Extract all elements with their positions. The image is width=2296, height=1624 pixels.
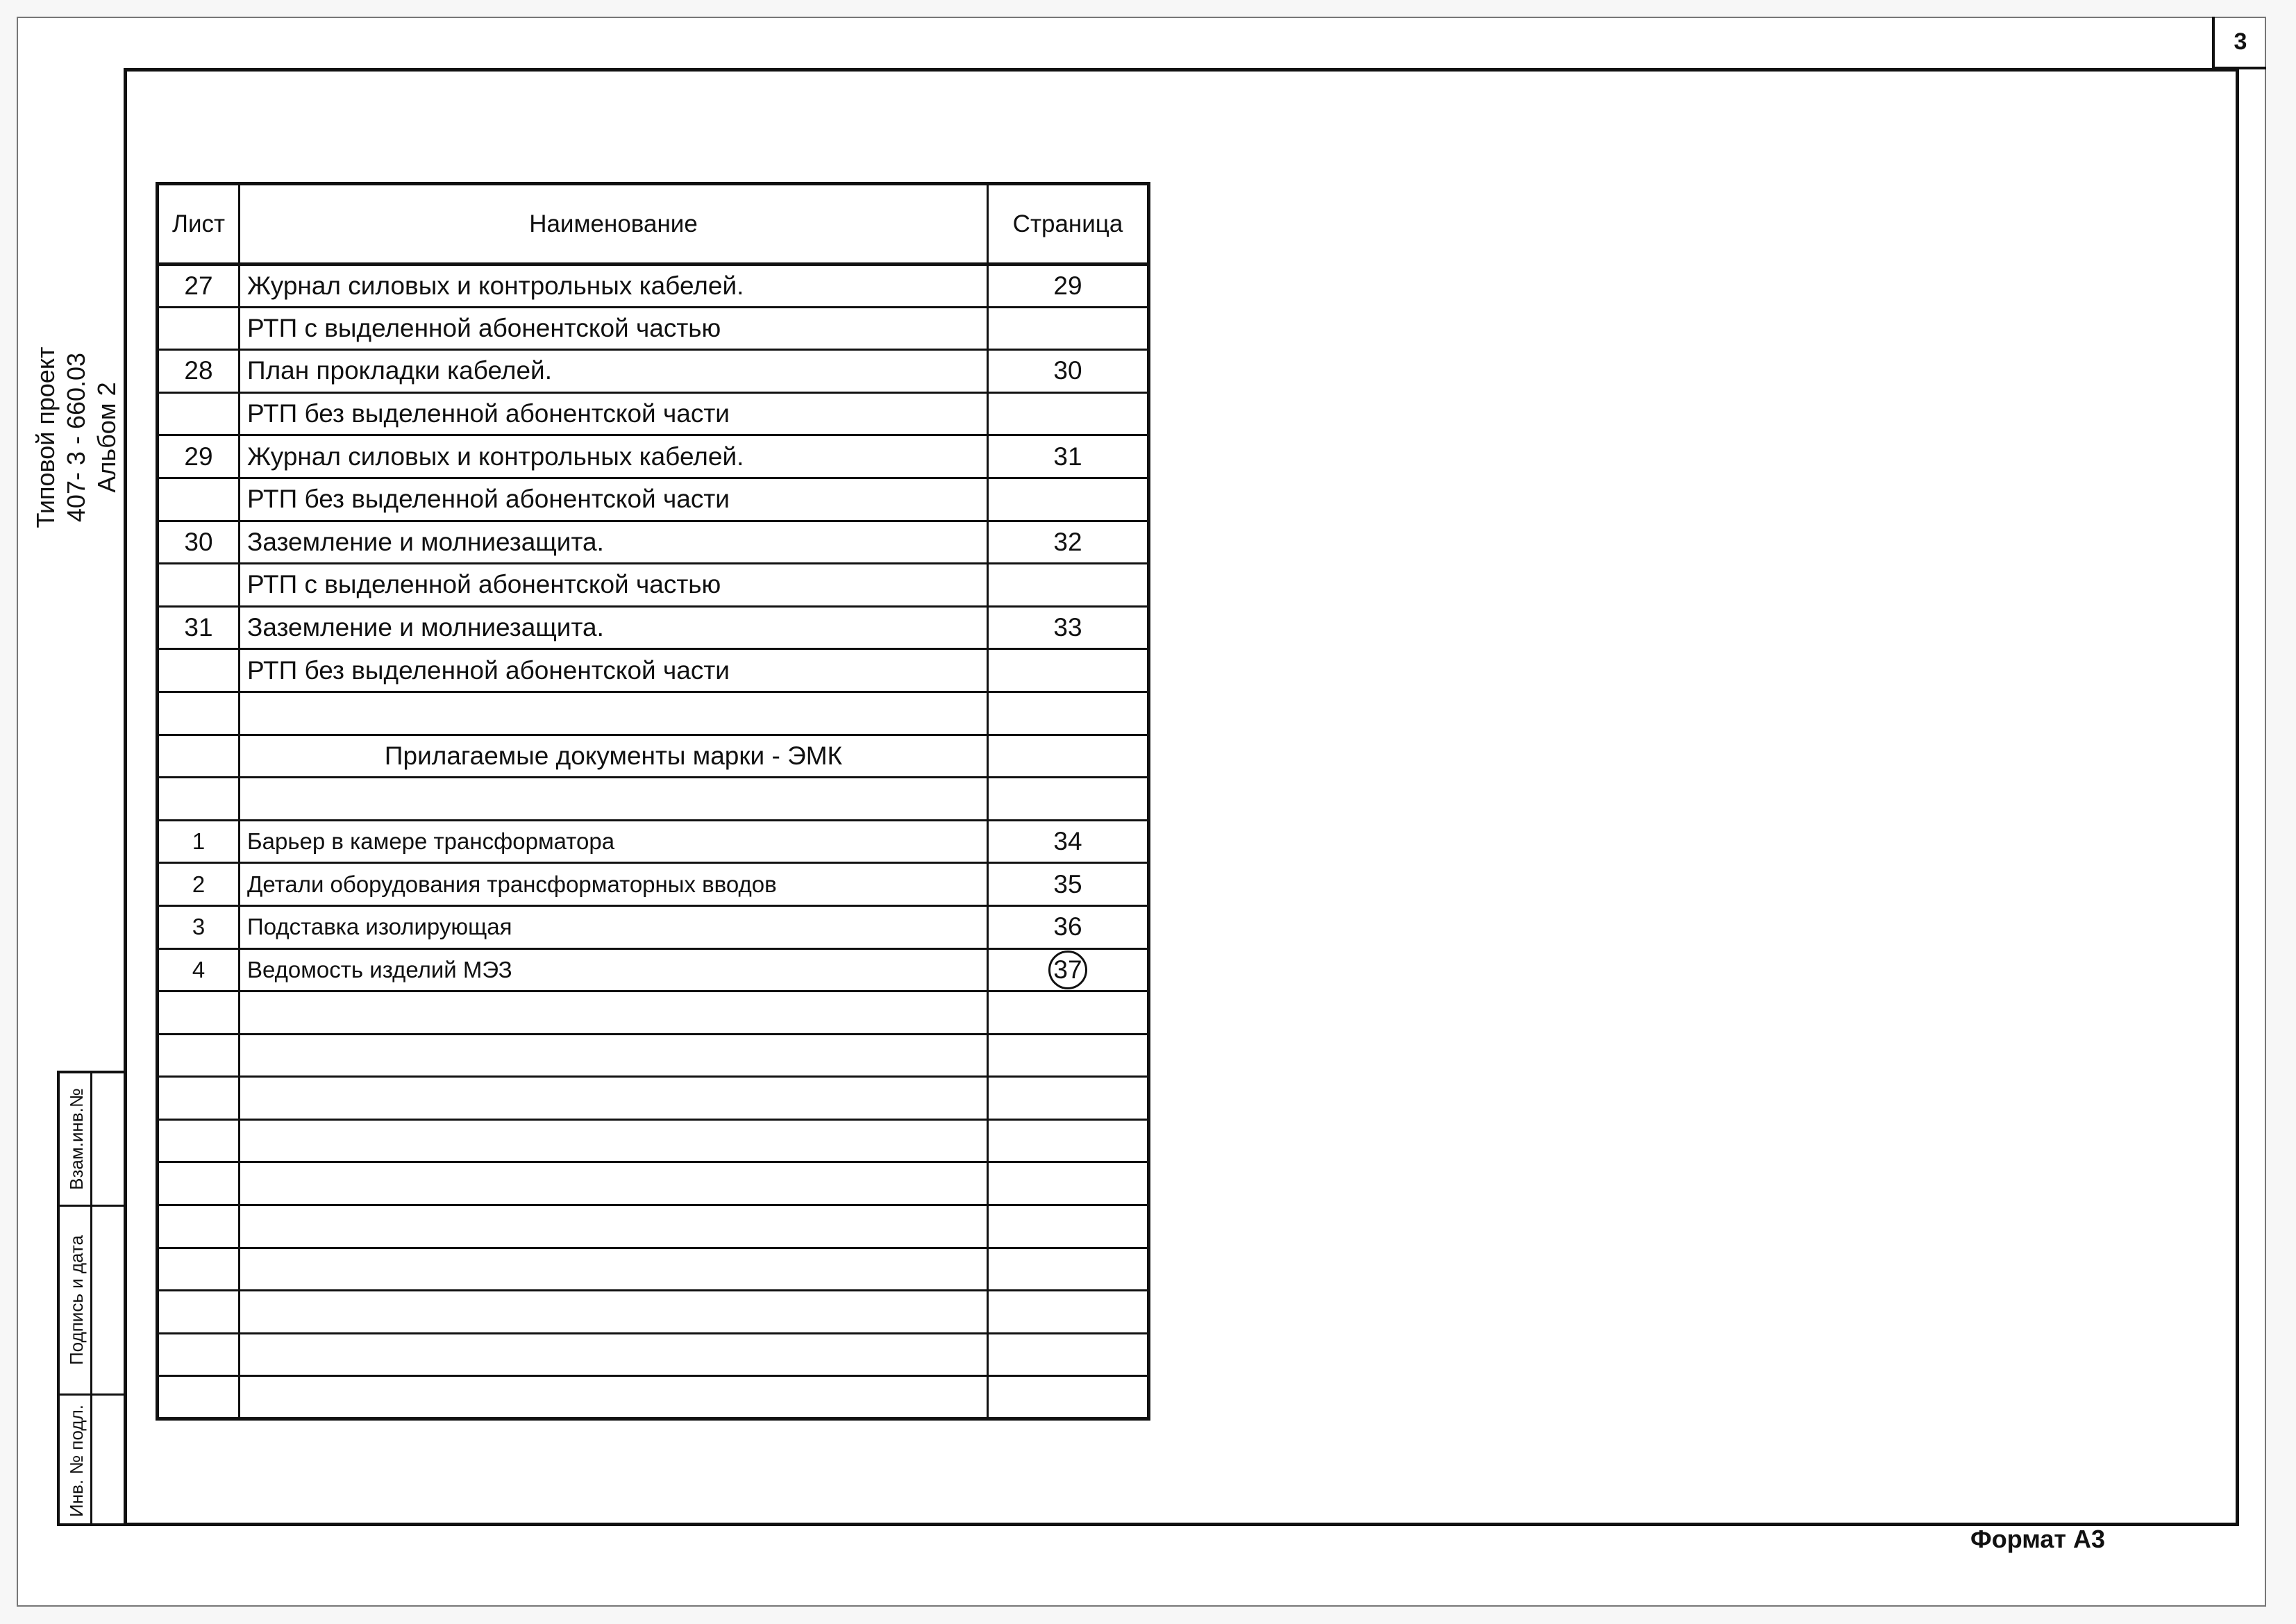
table-row — [158, 435, 1149, 478]
cell-name — [240, 1376, 988, 1419]
cell-page — [988, 392, 1149, 435]
table-row — [158, 478, 1149, 521]
cell-sheet — [158, 649, 240, 692]
cell-page: 34 — [988, 820, 1149, 863]
cell-sheet — [158, 778, 240, 821]
cell-name: Ведомость изделий МЭЗ — [240, 948, 988, 991]
cell-sheet — [158, 735, 240, 778]
cell-name: План прокладки кабелей. — [240, 350, 988, 393]
cell-page — [988, 1034, 1149, 1077]
header-page: Страница — [988, 184, 1149, 265]
cell-name — [240, 1077, 988, 1120]
cell-page: 32 — [988, 521, 1149, 564]
page-number: 3 — [2212, 17, 2266, 69]
cell-page — [988, 478, 1149, 521]
table-row — [158, 1248, 1149, 1291]
format-label: Формат А3 — [1970, 1525, 2106, 1553]
table-row — [158, 1034, 1149, 1077]
cell-page — [988, 948, 1149, 991]
cell-name — [240, 991, 988, 1035]
table-row — [158, 991, 1149, 1035]
cell-sheet: 4 — [158, 948, 240, 991]
table-row — [158, 521, 1149, 564]
table-row — [158, 1119, 1149, 1162]
cell-sheet: 2 — [158, 863, 240, 906]
cell-sheet — [158, 1077, 240, 1120]
cell-sheet — [158, 1376, 240, 1419]
table-row — [158, 905, 1149, 948]
cell-page — [988, 307, 1149, 350]
cell-name: Подставка изолирующая — [240, 905, 988, 948]
cell-sheet — [158, 307, 240, 350]
table-row — [158, 778, 1149, 821]
cell-name: Заземление и молниезащита. — [240, 606, 988, 649]
table-row — [158, 649, 1149, 692]
cell-page: 30 — [988, 350, 1149, 393]
cell-name: РТП без выделенной абонентской части — [240, 649, 988, 692]
cell-sheet — [158, 1162, 240, 1205]
stamp-cell-vzam: Взам.инв.№ — [60, 1073, 124, 1207]
cell-name: РТП без выделенной абонентской части — [240, 478, 988, 521]
cell-name: Барьер в камере трансформатора — [240, 820, 988, 863]
cell-sheet — [158, 1034, 240, 1077]
cell-sheet: 29 — [158, 435, 240, 478]
stamp-cell-podpis: Подпись и дата — [60, 1207, 124, 1396]
stamp-cell-inv: Инв. № подл. — [66, 1405, 87, 1517]
cell-sheet: 31 — [158, 606, 240, 649]
cell-name — [240, 1034, 988, 1077]
cell-sheet — [158, 1291, 240, 1334]
cell-page: 29 — [988, 265, 1149, 308]
cell-page — [988, 1248, 1149, 1291]
table-row — [158, 265, 1149, 308]
cell-page — [988, 1077, 1149, 1120]
cell-sheet — [158, 1333, 240, 1376]
project-type-label: Типовой проект — [31, 346, 60, 528]
cell-sheet — [158, 392, 240, 435]
cell-name: РТП с выделенной абонентской частью — [240, 307, 988, 350]
cell-sheet — [158, 1248, 240, 1291]
cell-page — [988, 1205, 1149, 1248]
cell-sheet: 28 — [158, 350, 240, 393]
table-row — [158, 1376, 1149, 1419]
cell-name: Журнал силовых и контрольных кабелей. — [240, 435, 988, 478]
table-row — [158, 1333, 1149, 1376]
cell-page — [988, 1333, 1149, 1376]
cell-page — [988, 1291, 1149, 1334]
cell-sheet — [158, 478, 240, 521]
cell-page — [988, 564, 1149, 607]
cell-sheet — [158, 1119, 240, 1162]
cell-name — [240, 1205, 988, 1248]
table-row — [158, 350, 1149, 393]
circled-page-number: 37 — [1048, 951, 1087, 989]
contents-table — [156, 182, 1150, 1421]
table-row — [158, 1077, 1149, 1120]
cell-page: 36 — [988, 905, 1149, 948]
table-row — [158, 564, 1149, 607]
header-name: Наименование — [240, 184, 988, 265]
cell-page: 35 — [988, 863, 1149, 906]
cell-page — [988, 1119, 1149, 1162]
cell-page — [988, 1162, 1149, 1205]
table-row — [158, 392, 1149, 435]
cell-name — [240, 1291, 988, 1334]
table-row — [158, 1162, 1149, 1205]
table-row — [158, 307, 1149, 350]
cell-name: Детали оборудования трансформаторных вводов — [240, 863, 988, 906]
project-side-title — [31, 326, 128, 549]
cell-page — [988, 649, 1149, 692]
cell-sheet — [158, 564, 240, 607]
table-row — [158, 863, 1149, 906]
cell-sheet — [158, 692, 240, 735]
cell-name — [240, 1119, 988, 1162]
cell-page — [988, 692, 1149, 735]
cell-sheet: 30 — [158, 521, 240, 564]
cell-sheet: 3 — [158, 905, 240, 948]
cell-sheet — [158, 991, 240, 1035]
table-row — [158, 692, 1149, 735]
table-row — [158, 948, 1149, 991]
cell-name — [240, 778, 988, 821]
cell-name — [240, 692, 988, 735]
cell-name: Прилагаемые документы марки - ЭМК — [240, 735, 988, 778]
table-row — [158, 735, 1149, 778]
cell-name: РТП без выделенной абонентской части — [240, 392, 988, 435]
cell-page — [988, 778, 1149, 821]
table-row — [158, 1291, 1149, 1334]
cell-name: РТП с выделенной абонентской частью — [240, 564, 988, 607]
cell-sheet: 1 — [158, 820, 240, 863]
header-sheet: Лист — [158, 184, 240, 265]
cell-name — [240, 1248, 988, 1291]
cell-name — [240, 1162, 988, 1205]
cell-sheet: 27 — [158, 265, 240, 308]
cell-name — [240, 1333, 988, 1376]
cell-page — [988, 1376, 1149, 1419]
album-label: Альбом 2 — [92, 382, 121, 493]
cell-page — [988, 735, 1149, 778]
table-row — [158, 1205, 1149, 1248]
table-row — [158, 820, 1149, 863]
cell-page — [988, 991, 1149, 1035]
project-code: 407- 3 - 660.03 — [62, 352, 90, 523]
cell-name: Заземление и молниезащита. — [240, 521, 988, 564]
cell-sheet — [158, 1205, 240, 1248]
cell-page: 33 — [988, 606, 1149, 649]
table-row — [158, 606, 1149, 649]
table-header-row — [158, 184, 1149, 265]
cell-page: 31 — [988, 435, 1149, 478]
approval-stamp — [57, 1071, 124, 1526]
cell-name: Журнал силовых и контрольных кабелей. — [240, 265, 988, 308]
